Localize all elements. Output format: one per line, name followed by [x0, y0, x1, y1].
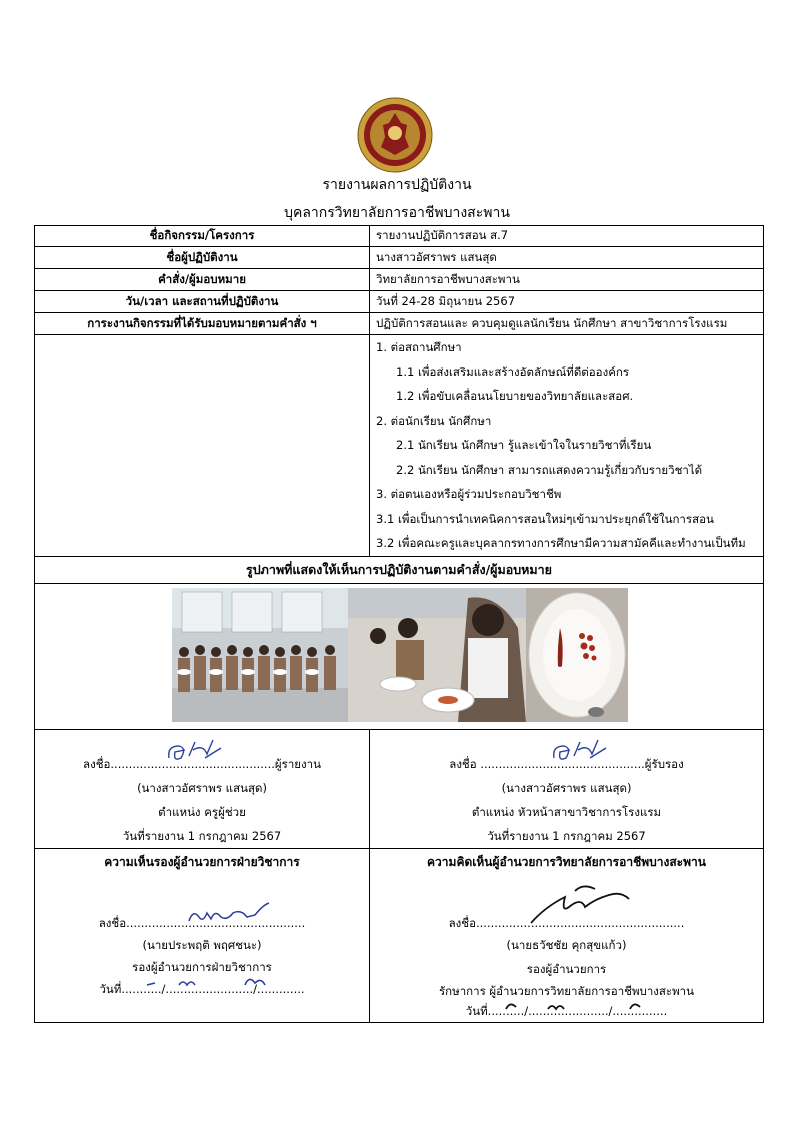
approval-row [35, 848, 764, 1022]
deputy-date: วันที่.........../......................../............. [99, 981, 305, 996]
reporter-name: (นางสาวอัศราพร แสนสุด) [137, 780, 267, 795]
director-acting-title: รักษาการ ผู้อำนวยการวิทยาลัยการอาชีพบางสะพาน [438, 983, 695, 998]
objective-item: 1. ต่อสถานศึกษา [376, 340, 462, 354]
certifier-position: ตำแหน่ง หัวหน้าสาขาวิชาการโรงแรม [471, 804, 662, 819]
director-position: รองผู้อำนวยการ [526, 961, 607, 976]
director-name: (นายธวัชชัย คุกสุขแก้ว) [506, 937, 627, 952]
report-title: รายงานผลการปฏิบัติงาน [322, 177, 472, 193]
college-logo [357, 97, 433, 173]
certifier-date: วันที่รายงาน 1 กรกฎาคม 2567 [487, 828, 646, 843]
director-date: วันที่........../....................../............... [465, 1003, 668, 1018]
info-row [35, 226, 764, 247]
row-value: นางสาวอัศราพร แสนสุด [370, 247, 764, 269]
photos-row [35, 583, 764, 729]
deputy-position: รองผู้อำนวยการฝ่ายวิชาการ [132, 959, 272, 974]
photo-dessert-plate [526, 588, 628, 722]
deputy-name: (นายประพฤติ พฤศชนะ) [142, 937, 262, 952]
reporter-signature-cell [35, 729, 370, 848]
report-table [34, 225, 764, 1023]
objectives-list [370, 335, 764, 557]
certifier-name: (นางสาวอัศราพร แสนสุด) [501, 780, 632, 795]
reporter-sign-line: ลงชื่อ.............................................ผู้รายงาน [83, 756, 321, 771]
certifier-signature-cell [370, 729, 764, 848]
objectives-empty-cell [35, 335, 370, 557]
report-subtitle: บุคลากรวิทยาลัยการอาชีพบางสะพาน [284, 205, 510, 221]
director-cell [370, 848, 764, 1022]
deputy-heading: ความเห็นรองผู้อำนวยการฝ่ายวิชาการ [104, 854, 300, 869]
row-value: รายงานปฏิบัติการสอน ส.7 [370, 226, 764, 247]
info-row [35, 247, 764, 269]
director-sign-line: ลงชื่อ......................................................... [448, 915, 685, 930]
row-value: วันที่ 24-28 มิถุนายน 2567 [370, 291, 764, 313]
deputy-cell [35, 848, 370, 1022]
objective-item: 1.2 เพื่อขับเคลื่อนนโยบายของวิทยาลัยและสอศ. [396, 389, 634, 403]
signature-row [35, 729, 764, 848]
certifier-sign-line: ลงชื่อ .............................................ผู้รับรอง [449, 756, 684, 771]
objective-item: 2.2 นักเรียน นักศึกษา สามารถแสดงความรู้เกี่ยวกับรายวิชาได้ [396, 462, 703, 477]
objective-item: 3.1 เพื่อเป็นการนำเทคนิคการสอนใหม่ๆเข้ามาประยุกต์ใช้ในการสอน [376, 511, 714, 526]
row-value: วิทยาลัยการอาชีพบางสะพาน [370, 269, 764, 291]
objective-item: 3. ต่อตนเองหรือผู้ร่วมประกอบวิชาชีพ [376, 487, 562, 501]
photo-heading-row [35, 556, 764, 583]
photo-group-students [172, 588, 348, 722]
info-row [35, 269, 764, 291]
photos-cell [35, 583, 764, 729]
row-label: การะงานกิจกรรมที่ได้รับมอบหมายตามคำสั่ง ฯ [35, 313, 370, 335]
photo-students-plating [348, 588, 526, 722]
objective-item: 2. ต่อนักเรียน นักศึกษา [376, 413, 492, 428]
row-label: คำสั่ง/ผู้มอบหมาย [35, 269, 370, 291]
photo-section-title: รูปภาพที่แสดงให้เห็นการปฏิบัติงานตามคำสั่ง/ผู้มอบหมาย [35, 556, 764, 583]
deputy-sign-line: ลงชื่อ................................................. [98, 915, 306, 930]
reporter-position: ตำแหน่ง ครูผู้ช่วย [158, 804, 246, 819]
objectives-row [35, 335, 764, 557]
reporter-date: วันที่รายงาน 1 กรกฎาคม 2567 [122, 828, 282, 843]
director-heading: ความคิดเห็นผู้อำนวยการวิทยาลัยการอาชีพบางสะพาน [427, 854, 706, 869]
objective-item: 1.1 เพื่อส่งเสริมและสร้างอัตลักษณ์ที่ดีต่อองค์กร [396, 364, 630, 379]
info-row [35, 291, 764, 313]
objective-item: 2.1 นักเรียน นักศึกษา รู้และเข้าใจในรายวิชาที่เรียน [396, 438, 652, 452]
row-label: ชื่อผู้ปฏิบัติงาน [35, 247, 370, 269]
row-label: ชื่อกิจกรรม/โครงการ [35, 226, 370, 247]
info-row [35, 313, 764, 335]
row-value: ปฏิบัติการสอนและ ควบคุมดูแลนักเรียน นักศึกษา สาขาวิชาการโรงแรม [370, 313, 764, 335]
row-label: วัน/เวลา และสถานที่ปฏิบัติงาน [35, 291, 370, 313]
objective-item: 3.2 เพื่อคณะครูและบุคลากรทางการศึกษามีความสามัคคีและทำงานเป็นทีม [376, 536, 746, 550]
